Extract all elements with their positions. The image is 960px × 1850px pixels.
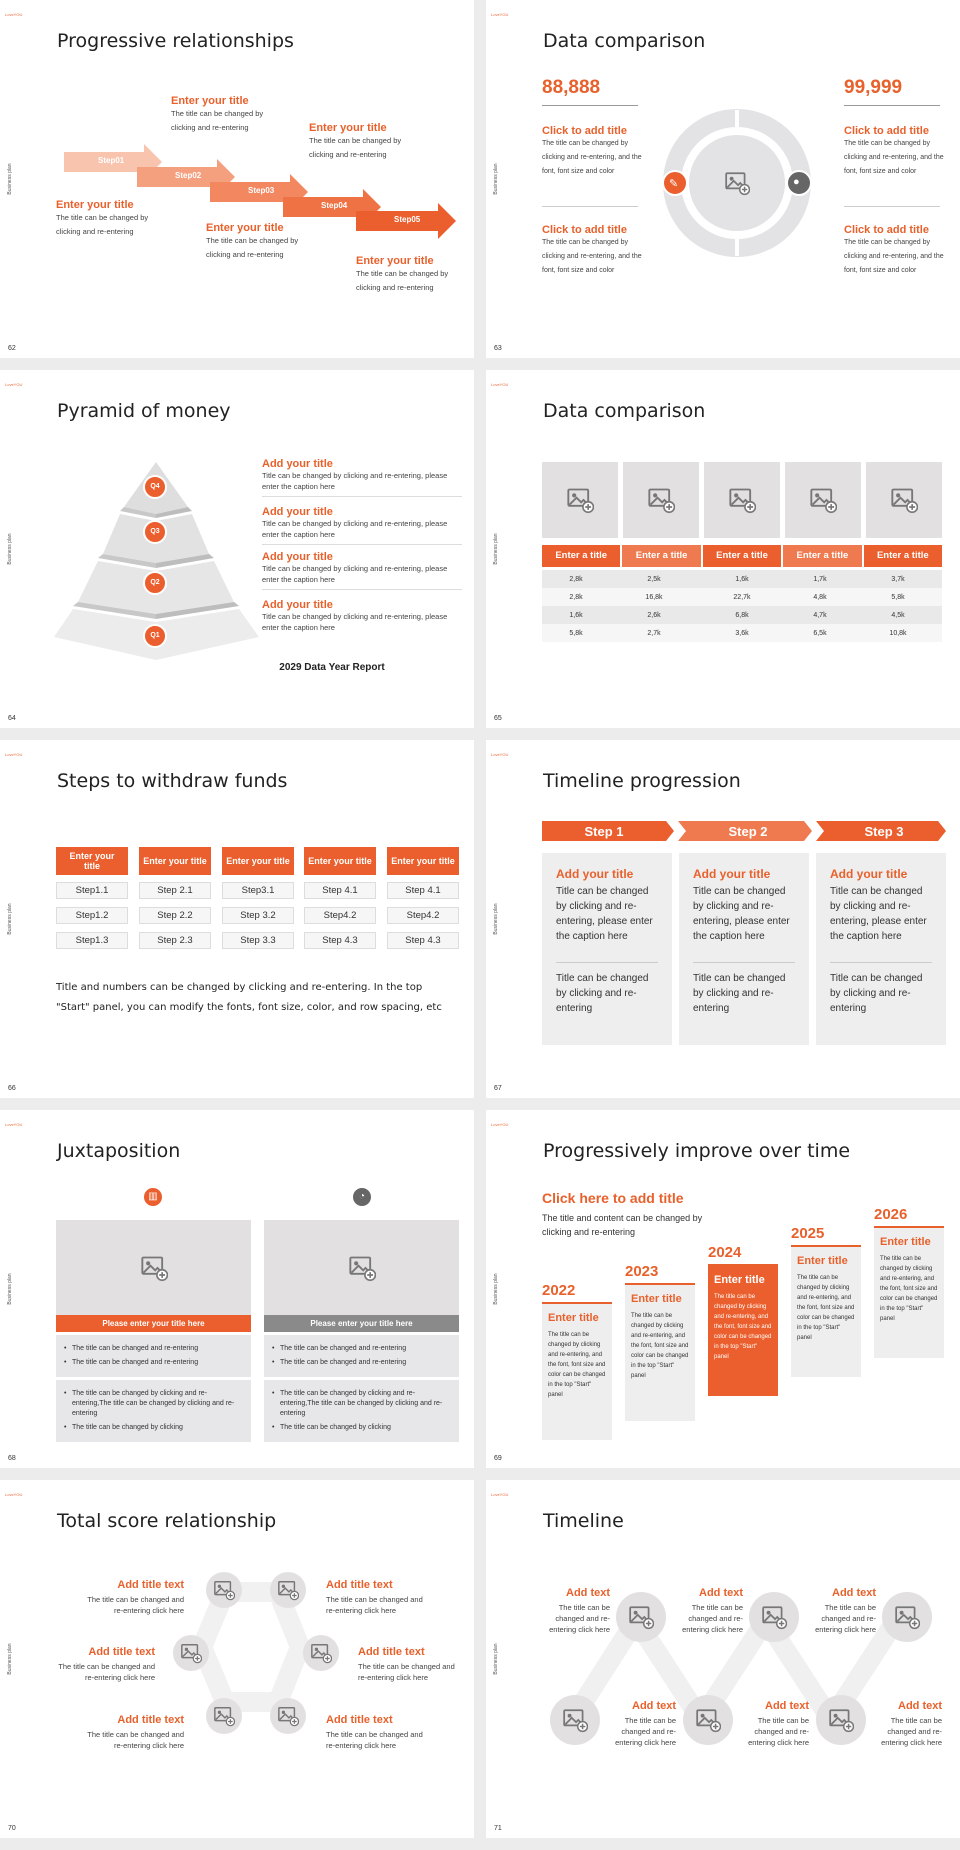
step-cell[interactable]: Step 2.2: [139, 907, 211, 924]
logo: LoveYOU: [5, 1122, 23, 1127]
label-title[interactable]: Enter your title: [206, 222, 284, 234]
table-cell[interactable]: 3,7k: [854, 570, 942, 588]
year-label[interactable]: 2025: [791, 1225, 861, 1247]
label-title[interactable]: Add text: [632, 1700, 676, 1712]
step-cell[interactable]: Step 4.3: [304, 932, 376, 949]
label-title[interactable]: Enter your title: [356, 255, 434, 267]
image-placeholder-icon: [180, 1642, 202, 1664]
label-3: [802, 1587, 876, 1635]
label-body[interactable]: The title can be changed by clicking and re-entering: [356, 269, 449, 292]
year-label[interactable]: 2022: [542, 1282, 612, 1304]
step-label: Step05: [394, 215, 421, 224]
divider: [830, 962, 932, 963]
label-body[interactable]: The title can be changed and re-entering click here: [615, 1716, 676, 1747]
slide-title[interactable]: Steps to withdraw funds: [57, 770, 288, 792]
slide-67: [486, 740, 960, 1098]
card-body[interactable]: Title can be changed by clicking and re-entering, please enter the caption here: [830, 886, 927, 942]
year-label[interactable]: 2023: [625, 1263, 695, 1285]
step-cell[interactable]: Step3.1: [222, 882, 294, 899]
label-body[interactable]: The title can be changed and re-entering click here: [87, 1730, 184, 1750]
image-placeholder[interactable]: [542, 462, 618, 538]
slide-title[interactable]: Timeline progression: [543, 770, 741, 792]
year-label[interactable]: 2026: [874, 1206, 944, 1228]
label-body[interactable]: The title can be changed and re-entering click here: [326, 1595, 423, 1615]
chart-icon: ▥: [142, 1186, 164, 1208]
step-label[interactable]: Step 2: [728, 823, 768, 839]
step-label: Step02: [175, 171, 202, 180]
label-5: [735, 1700, 809, 1748]
table-header[interactable]: Enter a title: [622, 545, 700, 567]
table-cell[interactable]: 2,8k: [542, 588, 610, 606]
page-number: 68: [8, 1455, 16, 1462]
slide-66: [0, 740, 474, 1098]
step-cell[interactable]: Step 2.1: [139, 882, 211, 899]
slide-65: [486, 370, 960, 728]
list-item[interactable]: • The title can be changed by clicking: [272, 1423, 451, 1433]
side-label: Business plan: [493, 1643, 499, 1675]
label-body[interactable]: The title can be changed and re-entering click here: [326, 1730, 423, 1750]
side-label: Business plan: [7, 1273, 13, 1305]
step-label: Step04: [321, 201, 348, 210]
subline[interactable]: The title and content can be changed by clicking and re-entering: [542, 1213, 703, 1237]
slide-63: [486, 0, 960, 358]
step-label[interactable]: Step 3: [864, 823, 904, 839]
step-cell[interactable]: Step1.3: [56, 932, 128, 949]
bullet-list: [56, 1335, 251, 1377]
slide-70: [0, 1480, 474, 1838]
step-card: [816, 853, 946, 1045]
page-number: 70: [8, 1825, 16, 1832]
year-column: [791, 1225, 861, 1377]
divider: [693, 962, 795, 963]
label-5: [356, 255, 466, 295]
card-body[interactable]: Title can be changed by clicking and re-entering, please enter the caption here: [693, 886, 790, 942]
list-item[interactable]: • The title can be changed and re-entering: [64, 1344, 243, 1354]
image-placeholder[interactable]: [56, 1220, 251, 1315]
table-row: [542, 606, 942, 624]
table-cell[interactable]: 1,6k: [698, 570, 786, 588]
year-card: [542, 1304, 612, 1440]
table-cell[interactable]: 2,7k: [610, 624, 698, 642]
left-number[interactable]: 88,888: [542, 77, 638, 106]
divider: [542, 206, 638, 207]
slide-64: [0, 370, 474, 728]
image-placeholder[interactable]: [816, 1695, 866, 1745]
slide-title[interactable]: Juxtaposition: [57, 1140, 181, 1162]
panel-left: [56, 1220, 251, 1442]
level-q1[interactable]: Q1: [143, 624, 167, 648]
block-right-1: [844, 125, 944, 179]
year-column: [874, 1206, 944, 1358]
year-title[interactable]: Enter title: [631, 1293, 682, 1305]
item-title[interactable]: Add your title: [262, 506, 333, 518]
image-placeholder[interactable]: [866, 462, 942, 538]
year-title[interactable]: Enter title: [548, 1312, 599, 1324]
image-placeholder-icon: [728, 486, 756, 514]
block-title[interactable]: Click to add title: [542, 224, 627, 236]
year-column: [542, 1282, 612, 1440]
side-label: Business plan: [7, 1643, 13, 1675]
label-1: [171, 95, 281, 135]
slide-title[interactable]: Total score relationship: [57, 1510, 277, 1532]
slide-title[interactable]: Data comparison: [543, 30, 706, 52]
table-cell[interactable]: 10,8k: [854, 624, 942, 642]
year-body[interactable]: The title can be changed by clicking and re-entering, and the font, font size and color can be changed in the top "Start" panel: [548, 1332, 606, 1398]
table-header[interactable]: Enter a title: [864, 545, 942, 567]
table-cell[interactable]: 4,7k: [786, 606, 854, 624]
table-cell[interactable]: 5,8k: [854, 588, 942, 606]
image-placeholder[interactable]: [704, 462, 780, 538]
image-placeholder-icon[interactable]: [724, 170, 750, 196]
label-body[interactable]: The title can be changed and re-entering click here: [682, 1603, 743, 1634]
label-body[interactable]: The title can be changed by clicking and re-entering: [309, 136, 402, 159]
step-cell[interactable]: Step 3.3: [222, 932, 294, 949]
list-item[interactable]: • The title can be changed by clicking: [64, 1423, 243, 1433]
image-placeholder-icon: [140, 1254, 168, 1282]
slide-title[interactable]: Timeline: [543, 1510, 624, 1532]
image-placeholder[interactable]: [749, 1592, 799, 1642]
image-placeholder-icon: [809, 486, 837, 514]
label-title[interactable]: Add title text: [117, 1579, 184, 1591]
table-row: [542, 570, 942, 588]
year-title[interactable]: Enter title: [880, 1236, 931, 1248]
label-title[interactable]: Add text: [699, 1587, 743, 1599]
image-placeholder[interactable]: [206, 1698, 242, 1734]
image-placeholder[interactable]: [270, 1572, 306, 1608]
bullet-list: [264, 1380, 459, 1442]
step-card: [679, 853, 809, 1045]
label-top-left: [84, 1579, 184, 1616]
headline[interactable]: Click here to add title: [542, 1190, 684, 1206]
year-column: [708, 1244, 778, 1396]
logo: LoveYOU: [5, 382, 23, 387]
page-number: 65: [494, 715, 502, 722]
image-placeholder[interactable]: [206, 1572, 242, 1608]
logo: LoveYOU: [491, 382, 509, 387]
label-title[interactable]: Add text: [898, 1700, 942, 1712]
image-placeholder-icon: [213, 1705, 235, 1727]
table-cell[interactable]: 2,6k: [610, 606, 698, 624]
label-1: [536, 1587, 610, 1635]
block-body[interactable]: The title can be changed by clicking and re-entering, and the font, font size and color: [844, 239, 944, 274]
column-header[interactable]: Enter your title: [139, 847, 211, 875]
block-body[interactable]: The title can be changed by clicking and re-entering, and the font, font size and color: [542, 239, 642, 274]
label-2: [669, 1587, 743, 1635]
label-title[interactable]: Add title text: [358, 1646, 425, 1658]
logo: LoveYOU: [491, 1492, 509, 1497]
divider: [556, 962, 658, 963]
item-2: [262, 506, 462, 545]
image-placeholder-icon: [628, 1604, 654, 1630]
table-cell[interactable]: 4,8k: [786, 588, 854, 606]
column-header[interactable]: Enter your title: [56, 847, 128, 875]
label-body[interactable]: The title can be changed and re-entering click here: [58, 1662, 155, 1682]
side-label: Business plan: [493, 163, 499, 195]
card-title[interactable]: Add your title: [693, 867, 771, 881]
image-placeholder-icon: [828, 1707, 854, 1733]
step-cell[interactable]: Step 3.2: [222, 907, 294, 924]
item-title[interactable]: Add your title: [262, 599, 333, 611]
year-body[interactable]: The title can be changed by clicking and re-entering, and the font, font size and color can be changed in the top "Start" panel: [797, 1275, 855, 1341]
list-item[interactable]: • The title can be changed by clicking and re-entering,The title can be changed by clicking and re-entering: [64, 1389, 243, 1419]
logo: LoveYOU: [491, 12, 509, 17]
label-body[interactable]: The title can be changed and re-entering click here: [815, 1603, 876, 1634]
step-label: Step03: [248, 186, 275, 195]
slide-title[interactable]: Data comparison: [543, 400, 706, 422]
page-number: 71: [494, 1825, 502, 1832]
page-number: 69: [494, 1455, 502, 1462]
step-cell[interactable]: Step 2.3: [139, 932, 211, 949]
table-header[interactable]: Enter a title: [783, 545, 861, 567]
label-mid-right: [358, 1646, 458, 1683]
image-placeholder[interactable]: [270, 1698, 306, 1734]
table-cell[interactable]: 1,7k: [786, 570, 854, 588]
year-body[interactable]: The title can be changed by clicking and re-entering, and the font, font size and color can be changed in the top "Start" panel: [714, 1294, 772, 1360]
label-title[interactable]: Add title text: [326, 1579, 393, 1591]
image-placeholder[interactable]: [303, 1635, 339, 1671]
label-6: [868, 1700, 942, 1748]
block-left-2: [542, 224, 642, 278]
label-4: [602, 1700, 676, 1748]
image-placeholder-icon: [890, 486, 918, 514]
item-title[interactable]: Add your title: [262, 551, 333, 563]
side-label: Business plan: [7, 533, 13, 565]
page-number: 63: [494, 345, 502, 352]
clock-icon: ◔: [351, 1186, 373, 1208]
step-cell[interactable]: Step4.2: [387, 907, 459, 924]
step-label[interactable]: Step 1: [584, 823, 624, 839]
bullet-list: [56, 1380, 251, 1442]
item-body[interactable]: Title can be changed by clicking and re-entering, please enter the caption here: [262, 471, 448, 491]
label-title[interactable]: Add text: [832, 1587, 876, 1599]
right-number[interactable]: 99,999: [844, 77, 940, 106]
logo: LoveYOU: [491, 752, 509, 757]
label-body[interactable]: The title can be changed by clicking and re-entering: [206, 236, 299, 259]
year-label[interactable]: 2024: [708, 1244, 778, 1266]
table-row: [542, 588, 942, 606]
table-header[interactable]: Enter a title: [703, 545, 781, 567]
block-body[interactable]: The title can be changed by clicking and re-entering, and the font, font size and color: [542, 140, 642, 175]
slide-title[interactable]: Pyramid of money: [57, 400, 231, 422]
slide-title[interactable]: Progressively improve over time: [543, 1140, 851, 1162]
label-bottom-left: [84, 1714, 184, 1751]
label-body[interactable]: The title can be changed and re-entering click here: [748, 1716, 809, 1747]
slide-68: [0, 1110, 474, 1468]
block-title[interactable]: Click to add title: [542, 125, 627, 137]
image-placeholder-icon: [761, 1604, 787, 1630]
table-cell[interactable]: 1,6k: [542, 606, 610, 624]
year-card: [708, 1266, 778, 1396]
item-body[interactable]: Title can be changed by clicking and re-entering, please enter the caption here: [262, 519, 448, 539]
panel-bar[interactable]: Please enter your title here: [56, 1315, 251, 1332]
year-card: [791, 1247, 861, 1377]
side-label: Business plan: [493, 533, 499, 565]
block-right-2: [844, 224, 944, 278]
table-cell[interactable]: 22,7k: [698, 588, 786, 606]
table-cell[interactable]: 6,8k: [698, 606, 786, 624]
bullet-list: [264, 1335, 459, 1377]
image-placeholder-icon: [562, 1707, 588, 1733]
level-q4[interactable]: Q4: [143, 475, 167, 499]
label-top-right: [326, 1579, 426, 1616]
list-item[interactable]: • The title can be changed by clicking and re-entering,The title can be changed by clicking and re-entering: [272, 1389, 451, 1419]
step-cell[interactable]: Step 4.1: [387, 882, 459, 899]
card-body-2[interactable]: Title can be changed by clicking and re-entering: [556, 973, 649, 1014]
table-cell[interactable]: 5,8k: [542, 624, 610, 642]
label-body[interactable]: The title can be changed and re-entering click here: [881, 1716, 942, 1747]
slide-title[interactable]: Progressive relationships: [57, 30, 294, 52]
logo: LoveYOU: [5, 752, 23, 757]
year-title[interactable]: Enter title: [714, 1274, 765, 1286]
image-placeholder-icon: [894, 1604, 920, 1630]
label-title[interactable]: Add text: [566, 1587, 610, 1599]
item-1: [262, 458, 462, 497]
table-cell[interactable]: 6,5k: [786, 624, 854, 642]
image-placeholder-icon: [647, 486, 675, 514]
chart-icon: ✎: [669, 178, 679, 190]
logo: LoveYOU: [5, 1492, 23, 1497]
image-placeholder[interactable]: [882, 1592, 932, 1642]
label-title[interactable]: Add title text: [88, 1646, 155, 1658]
side-label: Business plan: [7, 903, 13, 935]
card-title[interactable]: Add your title: [830, 867, 908, 881]
year-card: [625, 1285, 695, 1421]
label-2: [309, 122, 419, 162]
image-placeholder-icon: [695, 1707, 721, 1733]
panel-right: [264, 1220, 459, 1442]
table-cell[interactable]: 16,8k: [610, 588, 698, 606]
logo: LoveYOU: [491, 1122, 509, 1127]
label-3: [56, 199, 166, 239]
table-cell[interactable]: 2,8k: [542, 570, 610, 588]
item-body[interactable]: Title can be changed by clicking and re-entering, please enter the caption here: [262, 612, 448, 632]
label-title[interactable]: Enter your title: [171, 95, 249, 107]
step-cell[interactable]: Step 4.3: [387, 932, 459, 949]
column-header[interactable]: Enter your title: [222, 847, 294, 875]
data-table: [542, 570, 942, 642]
list-item[interactable]: • The title can be changed and re-entering: [272, 1358, 451, 1368]
year-title[interactable]: Enter title: [797, 1255, 848, 1267]
step-label: Step01: [98, 156, 125, 165]
label-title[interactable]: Add title text: [117, 1714, 184, 1726]
table-row: [542, 624, 942, 642]
image-placeholder-icon: [566, 486, 594, 514]
block-title[interactable]: Click to add title: [844, 125, 929, 137]
year-body[interactable]: The title can be changed by clicking and re-entering, and the font, font size and color can be changed in the top "Start" panel: [631, 1313, 689, 1379]
image-placeholder-icon: [277, 1705, 299, 1727]
step-cell[interactable]: Step4.2: [304, 907, 376, 924]
level-q2[interactable]: Q2: [143, 571, 167, 595]
image-placeholder[interactable]: [616, 1592, 666, 1642]
divider: [844, 206, 940, 207]
block-title[interactable]: Click to add title: [844, 224, 929, 236]
year-body[interactable]: The title can be changed by clicking and re-entering, and the font, font size and color can be changed in the top "Start" panel: [880, 1256, 938, 1322]
card-body[interactable]: Title can be changed by clicking and re-entering, please enter the caption here: [556, 886, 653, 942]
table-header[interactable]: Enter a title: [542, 545, 620, 567]
image-placeholder[interactable]: [173, 1635, 209, 1671]
level-q3[interactable]: Q3: [143, 520, 167, 544]
item-4: [262, 599, 462, 633]
table-cell[interactable]: 2,5k: [610, 570, 698, 588]
image-placeholder-icon: [310, 1642, 332, 1664]
year-column: [625, 1263, 695, 1421]
list-item[interactable]: • The title can be changed and re-entering: [64, 1358, 243, 1368]
step-card: [542, 853, 672, 1045]
money-bag-icon: ●: [793, 176, 800, 188]
item-3: [262, 551, 462, 590]
label-body[interactable]: The title can be changed and re-entering click here: [358, 1662, 455, 1682]
column-header[interactable]: Enter your title: [304, 847, 376, 875]
label-body[interactable]: The title can be changed and re-entering click here: [87, 1595, 184, 1615]
side-label: Business plan: [7, 163, 13, 195]
side-label: Business plan: [493, 1273, 499, 1305]
image-placeholder-icon: [213, 1579, 235, 1601]
label-title[interactable]: Add text: [765, 1700, 809, 1712]
label-title[interactable]: Add title text: [326, 1714, 393, 1726]
item-body[interactable]: Title can be changed by clicking and re-entering, please enter the caption here: [262, 564, 448, 584]
step-cell[interactable]: Step 4.1: [304, 882, 376, 899]
slide-62: [0, 0, 474, 358]
panel-bar[interactable]: Please enter your title here: [264, 1315, 459, 1332]
report-caption[interactable]: 2029 Data Year Report: [279, 662, 385, 673]
list-item[interactable]: • The title can be changed and re-entering: [272, 1344, 451, 1354]
note-text[interactable]: Title and numbers can be changed by clicking and re-entering. In the top "Start" panel, you can modify the fonts, font size, color, and row spacing, etc: [56, 982, 442, 1013]
page-number: 62: [8, 345, 16, 352]
table-header-row: [542, 545, 942, 567]
page-number: 64: [8, 715, 16, 722]
label-4: [206, 222, 316, 262]
label-body[interactable]: The title can be changed by clicking and re-entering: [171, 109, 264, 132]
label-body[interactable]: The title can be changed and re-entering click here: [549, 1603, 610, 1634]
image-placeholder-icon: [348, 1254, 376, 1282]
card-body-2[interactable]: Title can be changed by clicking and re-entering: [693, 973, 786, 1014]
logo: LoveYOU: [5, 12, 23, 17]
label-mid-left: [55, 1646, 155, 1683]
side-label: Business plan: [493, 903, 499, 935]
step-cell[interactable]: Step1.1: [56, 882, 128, 899]
label-bottom-right: [326, 1714, 426, 1751]
image-placeholder[interactable]: [785, 462, 861, 538]
image-placeholder[interactable]: [550, 1695, 600, 1745]
page-number: 67: [494, 1085, 502, 1092]
card-title[interactable]: Add your title: [556, 867, 634, 881]
image-placeholder[interactable]: [623, 462, 699, 538]
label-title[interactable]: Enter your title: [309, 122, 387, 134]
image-placeholder[interactable]: [264, 1220, 459, 1315]
image-placeholder-icon: [277, 1579, 299, 1601]
year-card: [874, 1228, 944, 1358]
label-body[interactable]: The title can be changed by clicking and re-entering: [56, 213, 149, 236]
block-left-1: [542, 125, 642, 179]
page-number: 66: [8, 1085, 16, 1092]
table-cell[interactable]: 4,5k: [854, 606, 942, 624]
slide-69: [486, 1110, 960, 1468]
block-body[interactable]: The title can be changed by clicking and re-entering, and the font, font size and color: [844, 140, 944, 175]
image-placeholder[interactable]: [683, 1695, 733, 1745]
column-header[interactable]: Enter your title: [387, 847, 459, 875]
slide-71: [486, 1480, 960, 1838]
table-cell[interactable]: 3,6k: [698, 624, 786, 642]
label-title[interactable]: Enter your title: [56, 199, 134, 211]
item-title[interactable]: Add your title: [262, 458, 333, 470]
step-cell[interactable]: Step1.2: [56, 907, 128, 924]
card-body-2[interactable]: Title can be changed by clicking and re-entering: [830, 973, 923, 1014]
